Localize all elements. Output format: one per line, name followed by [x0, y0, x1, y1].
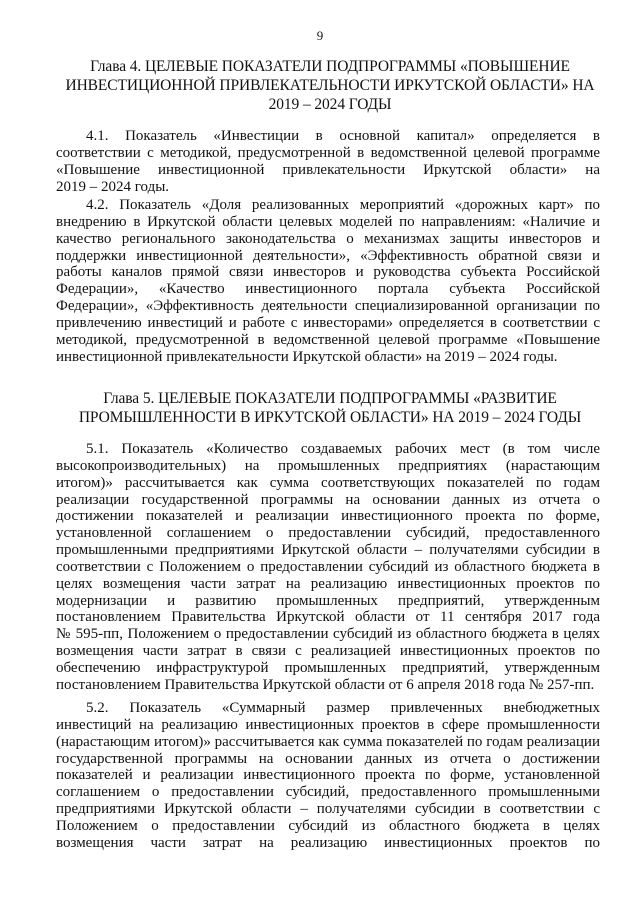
- text-line: возмещения части затрат на реализацию инвестиционных проектов по: [56, 834, 600, 851]
- text-line: 2019 – 2024 годы.: [56, 178, 170, 195]
- text-line: модернизации и развитию промышленных предприятий, утвержденным: [56, 592, 600, 609]
- chapter-5-title-line: ПРОМЫШЛЕННОСТИ В ИРКУТСКОЙ ОБЛАСТИ» НА 2019 – 2024 ГОДЫ: [78, 409, 582, 426]
- chapter-4-title: [60, 57, 600, 114]
- text-line: работы каналов прямой связи инвесторов и руководства субъекта Российской: [56, 264, 600, 281]
- paragraph-4-2: [56, 197, 600, 365]
- text-line: высокопроизводительных) на промышленных предприятиях (нарастающим: [56, 457, 600, 474]
- text-line: (нарастающим итогом)» рассчитывается как сумма показателей по годам реализации: [56, 733, 600, 750]
- text-line: 5.1. Показатель «Количество создаваемых рабочих мест (в том числе: [86, 441, 600, 457]
- chapter-5-title: [60, 389, 600, 427]
- text-line: поддержки инвестиционной деятельности», «Эффективность обратной связи и: [56, 247, 600, 264]
- text-line: Положением о предоставлении субсидий из областного бюджета в целях: [56, 817, 600, 834]
- chapter-4-title-line: 2019 – 2024 ГОДЫ: [268, 96, 392, 113]
- text-line: достижении показателей и реализации инвестиционного проекта по форме,: [56, 508, 600, 525]
- text-line: методикой, предусмотренной в ведомственной целевой программе «Повышение: [56, 331, 600, 348]
- chapter-4-title-line: Глава 4. ЦЕЛЕВЫЕ ПОКАЗАТЕЛИ ПОДПРОГРАММЫ «ПОВЫШЕНИЕ: [90, 58, 570, 75]
- text-line: соглашением о предоставлении субсидий, предоставленного промышленными: [56, 784, 600, 801]
- text-line: реализации государственной программы на основании данных из отчета о: [56, 491, 600, 508]
- paragraph-5-2: [56, 700, 600, 852]
- paragraph-5-1: [56, 441, 600, 694]
- text-line: 5.2. Показатель «Суммарный размер привлеченных внебюджетных: [86, 700, 600, 716]
- text-line: промышленными предприятиями Иркутской области – получателями субсидии в: [56, 542, 600, 559]
- text-line: предприятиями Иркутской области – получателями субсидии в соответствии с: [56, 801, 600, 818]
- text-line: возмещения части затрат в связи с реализацией инвестиционных проектов по: [56, 643, 600, 660]
- paragraph-4-1: [56, 128, 600, 195]
- text-line: Федерации», «Эффективность деятельности специализированной организации по: [56, 298, 600, 315]
- text-line: показателей и реализации инвестиционного проекта по форме, установленной: [56, 767, 600, 784]
- text-line: привлечению инвестиций и работе с инвесторами» определяется в соответствии с: [56, 314, 600, 331]
- text-line: целях возмещения части затрат на реализацию инвестиционных проектов по: [56, 575, 600, 592]
- text-line: постановлением Правительства Иркутской области от 11 сентября 2017 года: [56, 609, 600, 626]
- text-line: внедрению в Иркутской области целевых моделей по направлениям: «Наличие и: [56, 213, 600, 230]
- text-line: государственной программы на основании данных из отчета о достижении: [56, 750, 600, 767]
- page-number: 9: [316, 28, 324, 43]
- text-line: «Повышение инвестиционной привлекательности Иркутской области» на: [56, 161, 600, 178]
- text-line: соответствии с методикой, предусмотренной в ведомственной целевой программе: [56, 144, 600, 161]
- chapter-4-title-line: ИНВЕСТИЦИОННОЙ ПРИВЛЕКАТЕЛЬНОСТИ ИРКУТСКОЙ ОБЛАСТИ» НА: [65, 77, 595, 94]
- text-line: качество регионального законодательства о механизмах защиты инвесторов и: [56, 230, 600, 247]
- text-line: итогом)» рассчитывается как сумма соответствующих показателей по годам: [56, 474, 600, 491]
- text-line: 4.2. Показатель «Доля реализованных мероприятий «дорожных карт» по: [86, 197, 600, 213]
- text-line: Федерации», «Качество инвестиционного портала субъекта Российской: [56, 281, 600, 298]
- text-line: постановлением Правительства Иркутской области от 6 апреля 2018 года № 257-пп.: [56, 676, 595, 693]
- chapter-5-title-line: Глава 5. ЦЕЛЕВЫЕ ПОКАЗАТЕЛИ ПОДПРОГРАММЫ «РАЗВИТИЕ: [103, 390, 557, 407]
- text-line: инвестиционной привлекательности Иркутской области» на 2019 – 2024 годы.: [56, 348, 558, 365]
- text-line: обеспечению инфраструктурой промышленных предприятий, утвержденным: [56, 659, 600, 676]
- text-line: 4.1. Показатель «Инвестиции в основной капитал» определяется в: [86, 128, 600, 144]
- text-line: инвестиций на реализацию инвестиционных проектов в сфере промышленности: [56, 716, 600, 733]
- text-line: установленной соглашением о предоставлении субсидий, предоставленного: [56, 525, 600, 542]
- text-line: соответствии с Положением о предоставлении субсидий из областного бюджета в: [56, 558, 600, 575]
- text-line: № 595-пп, Положением о предоставлении субсидий из областного бюджета в целях: [56, 626, 600, 643]
